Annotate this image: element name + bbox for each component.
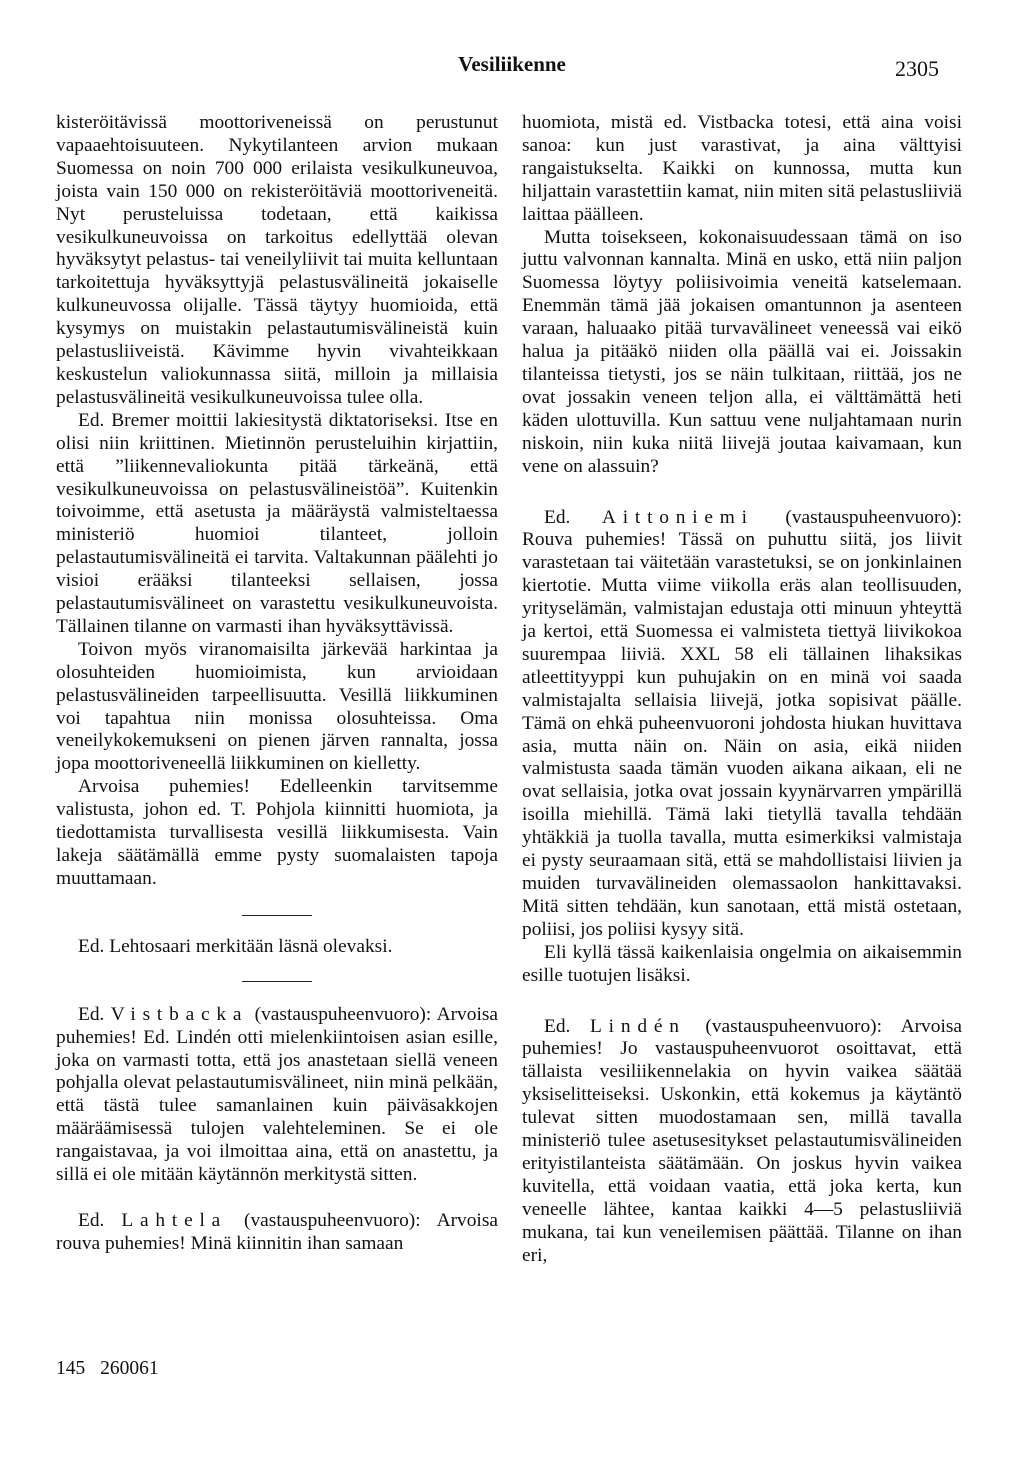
paragraph: Mutta toisekseen, kokonaisuudessaan tämä on iso juttu valvonnan kannalta. Minä en usko, että niin paljon Suomessa löytyy poliisivoimia veneitä katselemaan. Enemmän tämä jää jokaisen omantunnon ja asenteen varaan, haluaako pitää turvavälineet veneessä vai eikö halua ja pitääkö niiden olla päällä vai ei. Joissakin tilanteissa tietysti, jos se näin tulkitaan, riittää, jos ne ovat jossakin veneen teljon alla, ei välttämättä heti käden ulottuvilla. Kun sattuu vene nuljahtamaan nurin niskoin, niin kuka niitä liivejä joutaa kaivamaan, kun vene on alassuin? xyxy=(522,226,962,477)
speech-text: Rouva puhemies! Tässä on puhuttu siitä, jos liivit varastetaan tai väitetään varastetuksi, se on jonkinlainen kiertotie. Mutta viime viikolla eräs alan teollisuuden, yrityselämän, valmistajan edustaja otti minuun yhteyttä ja kertoi, että Suomessa ei valmisteta tiettyä liivikokoa suurempaa liiviä. XXL 58 eli tällainen lihaksikas atleettityyppi kun puhujakin on en minä voi saada valmistajalta sellaisia liivejä, jotka sopisivat päälle. Tämä on ehkä puheenvuoroni johdosta hiukan huvittava asia, mutta näin on. Näin on asia, eikä niiden valmistusta saada tämän vuoden aikana aikaan, eli ne ovat sellaisia, jotka ovat jossain kyynärvarren ympärillä isoilla miehillä. Tämä laki tietyllä tavalla tehdään yhtäkkiä ja tuolla tavalla, mutta esimerkiksi valmistaja ei pysty seuraamaan sitä, että se mahdollistaisi liivien ja muiden turvavälineiden olemassaolon hankittavaksi. Mitä sitten tehdään, kun sanotaan, että mistä ostetaan, poliisi, jos poliisi kysyy sitä. xyxy=(522,529,962,940)
speaker-prefix: Ed. xyxy=(78,1209,105,1231)
section-separator xyxy=(242,915,312,916)
speaker-prefix: Ed. xyxy=(544,1015,571,1037)
paragraph: kisteröitävissä moottoriveneissä on perustunut vapaaehtoisuuteen. Nykytilanteen arvion mukaan Suomessa on noin 700 000 erilaista vesikulkuneuvoa, joista vain 150 000 on rekisteröitäviä moottoriveneitä. Nyt perusteluissa todetaan, että kaikissa vesikulkuneuvoissa on tarkoitus edellyttää olevan hyväksytyt pelastus- tai veneilyliivit tai muita kelluntaan tarkoitettuja hyväksyttyjä pelastusvälineitä jokaiselle kulkuneuvossa olijalle. Tässä täytyy huomioida, että kysymys on muistakin pelastautumisvälineistä kuin pelastusliiveistä. Kävimme hyvin vivahteikkaan keskustelun valiokunnassa siitä, milloin ja millaisia pelastusvälineitä vesikulkuneuvoissa tulee olla. xyxy=(56,112,498,408)
speaker-prefix: Ed. xyxy=(544,506,571,528)
speaker-role: (vastauspuheenvuoro): xyxy=(705,1015,882,1037)
speech-text: Arvoisa rouva puhemies! Minä kiinnitin ihan samaan xyxy=(56,1209,498,1254)
paragraph: Toivon myös viranomaisilta järkevää harkintaa ja olosuhteiden huomioimista, kun arvioidaan pelastusvälineiden tarpeellisuutta. Vesillä liikkuminen voi tapahtua niin monissa olosuhteissa. Oma veneilykokemukseni on pienen järven rannalta, jossa jopa moottoriveneellä liikkuminen on kielletty. xyxy=(56,638,498,775)
speech-text: Arvoisa puhemies! Ed. Lindén otti mielenkiintoisen asian esille, joka on varmasti totta, että jos anastetaan siellä veneen pohjalla olevat pelastautumisvälineet, niin minä pelkään, että tästä tulee samanlainen kuin päiväsakkojen määräämisessä tulojen valehteleminen. Se ei ole rangaistavaa, ja voi ilmoittaa aina, että on anastettu, ja sillä ei ole mitään käytännön merkitystä sitten. xyxy=(56,1003,498,1186)
speaker-name: Aittoniemi xyxy=(601,506,754,528)
right-column xyxy=(522,112,962,1268)
speaker-role: (vastauspuheenvuoro): xyxy=(785,506,962,528)
speech-text: Arvoisa puhemies! Jo vastauspuheenvuorot osoittavat, että tällaista vesiliikennelakia on hyvin vaikea säätää yksiselitteiseksi. Uskonkin, että kokemus ja käytäntö tulevat sitten muodostamaan sen, millä tavalla ministeriö tulee asetusesitykset pelastautumisvälineiden erityistilanteista säätämään. On joskus hyvin vaikea kuvitella, että voidaan vaatia, että joka kerta, kun veneelle lähtee, kantaa kaikki 4—5 pelastusliiviä mukana, tai kun veneilemisen päättää. Tilanne on ihan eri, xyxy=(522,1015,962,1266)
paragraph: huomiota, mistä ed. Vistbacka totesi, että aina voisi sanoa: kun just varastivat, ja aina välttyisi rangaistukselta. Kaikki on kunnossa, mutta kun hiljattain varastettiin kamat, niin miten sitä pelastusliiviä laittaa päälleen. xyxy=(522,112,962,225)
running-title: Vesiliikenne xyxy=(458,52,566,76)
presence-note: Ed. Lehtosaari merkitään läsnä olevaksi. xyxy=(78,935,393,957)
paragraph: Eli kyllä tässä kaikenlaisia ongelmia on aikaisemmin esille tuotujen lisäksi. xyxy=(522,941,962,986)
section-separator xyxy=(242,981,312,982)
footer-print-code: 145 260061 xyxy=(56,1358,159,1379)
speaker-prefix: Ed. xyxy=(78,1003,105,1025)
speech-linden xyxy=(522,1016,962,1268)
speaker-name: Lahtela xyxy=(121,1209,228,1231)
speech-vistbacka xyxy=(56,1004,498,1187)
speaker-role: (vastauspuheenvuoro): xyxy=(244,1209,421,1231)
speaker-name: Lindén xyxy=(590,1015,686,1037)
speech-aittoniemi xyxy=(522,507,962,942)
paragraph: Ed. Bremer moittii lakiesitystä diktatoriseksi. Itse en olisi niin kriittinen. Mietinnön perusteluihin kirjattiin, että ”liikennevaliokunta pitää tärkeänä, että vesikulkuneuvoissa on pelastusvälineistöä”. Kuitenkin toivoimme, että asetusta ja määräystä valmisteltaessa ministeriö huomioi tilanteet, jolloin pelastautumisvälineitä ei tarvita. Valtakunnan päälehti jo visioi erääksi tilanteeksi sellaisen, jossa pelastautumisvälineet on varastettu vesikulkuneuvoista. Tällainen tilanne on varmasti ihan hyväksyttävissä. xyxy=(56,409,498,637)
speech-lahtela xyxy=(56,1210,498,1256)
speaker-role: (vastauspuheenvuoro): xyxy=(254,1003,432,1025)
page-number: 2305 xyxy=(895,56,939,81)
paragraph: Arvoisa puhemies! Edelleenkin tarvitsemme valistusta, johon ed. T. Pohjola kiinnitti huomiota, ja tiedottamista turvallisesta vesillä liikkumisesta. Vain lakeja säätämällä emme pysty suomalaisten tapoja muuttamaan. xyxy=(56,776,498,889)
speaker-name: Vistbacka xyxy=(110,1003,249,1025)
left-column xyxy=(56,112,498,1256)
